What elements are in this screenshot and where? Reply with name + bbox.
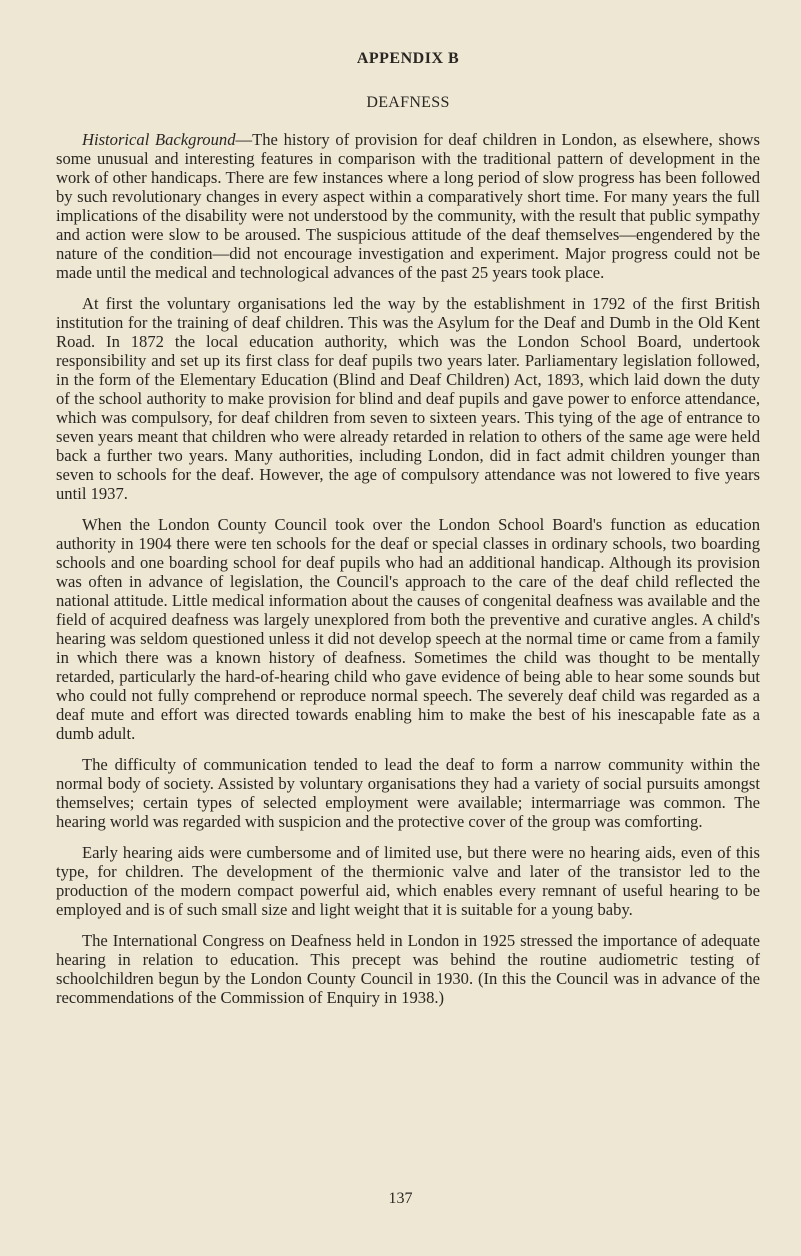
document-page <box>56 48 760 1019</box>
paragraph-lead-italic: Historical Background <box>82 130 236 149</box>
appendix-heading: APPENDIX B <box>356 50 460 67</box>
paragraph-historical-background <box>56 130 760 282</box>
page-number: 137 <box>388 1190 413 1207</box>
paragraph-text: —The history of provision for deaf children in London, as elsewhere, shows some unusual and interesting features in comparison with the traditional pattern of development in the work of other handicaps. There are few instances where a long period of slow progress has been followed by such revolutionary changes in every aspect within a comparatively short time. For many years the full implications of the disability were not understood by the community, with the result that public sympathy and action were slow to be aroused. The suspicious attitude of the deaf themselves—engendered by the nature of the condition—did not encourage investigation and experiment. Major progress could not be made until the medical and technological advances of the past 25 years took place. <box>56 130 761 282</box>
paragraph-hearing-aids: Early hearing aids were cumbersome and of limited use, but there were no hearing aids, even of this type, for children. The development of the thermionic valve and later of the transistor led to the production of the modern compact powerful aid, which enables every remnant of useful hearing to be employed and is of such small size and light weight that it is suitable for a young baby. <box>56 843 760 919</box>
paragraph-london-county-council: When the London County Council took over the London School Board's function as education authority in 1904 there were ten schools for the deaf or special classes in ordinary schools, two boarding schools and one boarding school for deaf pupils who had an additional handicap. Although its provision was often in advance of legislation, the Council's approach to the care of the deaf child reflected the national attitude. Little medical information about the causes of congenital deafness was available and the field of acquired deafness was largely unexplored from both the preventive and curative angles. A child's hearing was seldom questioned unless it did not develop speech at the normal time or came from a family in which there was a known history of deafness. Sometimes the child was thought to be mentally retarded, particularly the hard-of-hearing child who gave evidence of being able to hear some sounds but who could not fully comprehend or reproduce normal speech. The severely deaf child was regarded as a deaf mute and effort was directed towards enabling him to make the best of his inescapable fate as a dumb adult. <box>56 515 760 743</box>
paragraph-international-congress: The International Congress on Deafness held in London in 1925 stressed the importance of adequate hearing in relation to education. This precept was behind the routine audiometric testing of schoolchildren begun by the London County Council in 1930. (In this the Council was in advance of the recommendations of the Commission of Enquiry in 1938.) <box>56 931 760 1007</box>
section-title: DEAFNESS <box>366 94 450 111</box>
paragraph-voluntary-organisations: At first the voluntary organisations led the way by the establishment in 1792 of the first British institution for the training of deaf children. This was the Asylum for the Deaf and Dumb in the Old Kent Road. In 1872 the local education authority, which was the London School Board, undertook responsibility and set up its first class for deaf pupils two years later. Parliamentary legislation followed, in the form of the Elementary Education (Blind and Deaf Children) Act, 1893, which laid down the duty of the school authority to make provision for blind and deaf pupils and gave power to enforce attendance, which was compulsory, for deaf children from seven to sixteen years. This tying of the age of entrance to seven years meant that children who were already retarded in relation to others of the same age were held back a further two years. Many authorities, including London, did in fact admit children younger than seven to schools for the deaf. However, the age of compulsory attendance was not lowered to five years until 1937. <box>56 294 760 503</box>
paragraph-communication: The difficulty of communication tended to lead the deaf to form a narrow community within the normal body of society. Assisted by voluntary organisations they had a variety of social pursuits amongst themselves; certain types of selected employment were available; intermarriage was common. The hearing world was regarded with suspicion and the protective cover of the group was comforting. <box>56 755 760 831</box>
